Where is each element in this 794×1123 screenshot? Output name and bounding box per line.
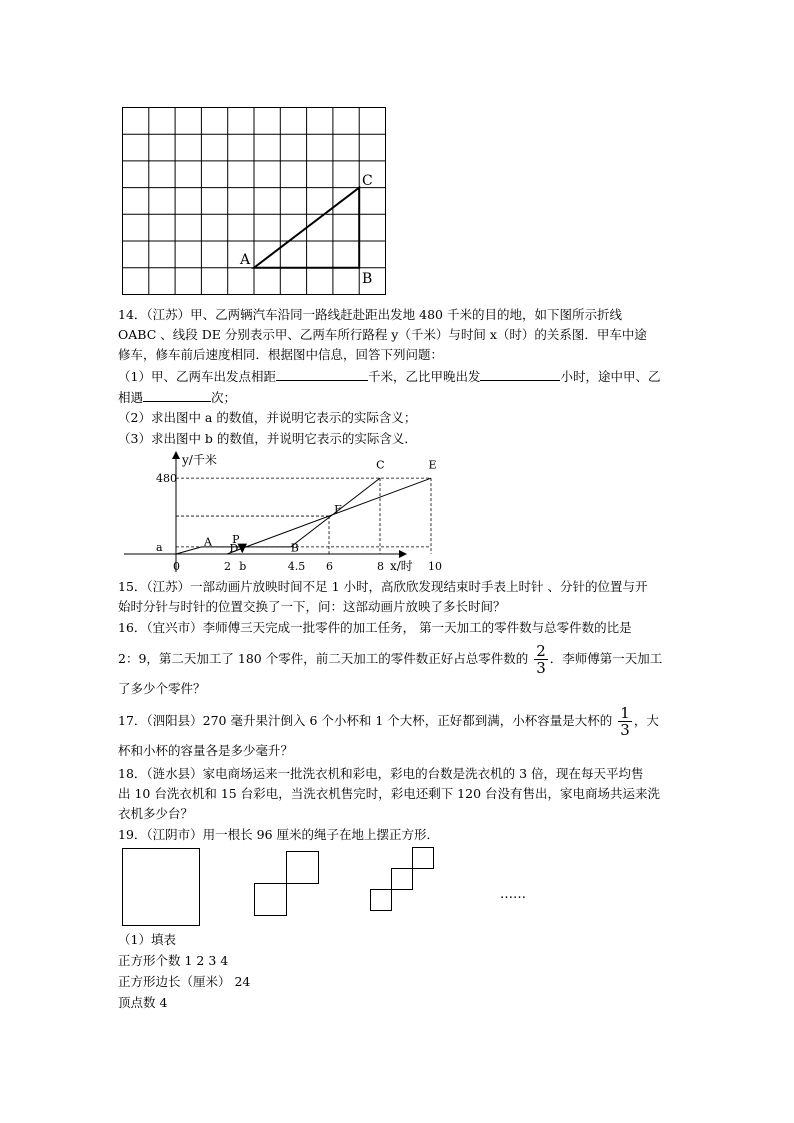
square-patterns-figure bbox=[118, 844, 538, 932]
y-tick-label: a bbox=[156, 540, 163, 554]
point-label-B: B bbox=[290, 541, 299, 555]
x-tick-label: 10 bbox=[428, 560, 442, 573]
q14-part2: （2）求出图中 a 的数值，并说明它表示的实际含义； bbox=[118, 410, 417, 425]
squares-three bbox=[371, 848, 434, 911]
q19-row-side: 正方形边长（厘米） 24 bbox=[118, 974, 251, 989]
q17-line1a: 17．（泗阳县）270 毫升果汁倒入 6 个小杯和 1 个大杯，正好都到满，小杯容量是大杯的 bbox=[118, 713, 613, 728]
point-label-D: D bbox=[229, 541, 239, 555]
q14-part1-row1 bbox=[118, 367, 661, 386]
q18-line3: 衣机多少台？ bbox=[118, 806, 194, 821]
q19-row-count: 正方形个数 1 2 3 4 bbox=[118, 953, 229, 968]
q14-part3: （3）求出图中 b 的数值，并说明它表示的实际含义． bbox=[118, 431, 417, 446]
x-axis-label: x/时 bbox=[390, 559, 413, 573]
q16-line3: 了多少个零件？ bbox=[118, 681, 206, 696]
frac-numerator: 2 bbox=[536, 642, 546, 660]
x-tick-label: 8 bbox=[377, 560, 384, 573]
blank-meet-count[interactable] bbox=[143, 388, 211, 402]
q14-p1-b: 千米，乙比甲晚出发 bbox=[367, 369, 481, 384]
q19-line1: 19．（江阴市）用一根长 96 厘米的绳子在地上摆正方形． bbox=[118, 827, 440, 842]
q14-line1: 14．（江苏）甲、乙两辆汽车沿同一路线赶赴距出发地 480 千米的目的地，如下图所示折线 bbox=[118, 307, 622, 322]
x-tick-label: 6 bbox=[326, 560, 333, 573]
q16-line2b: ．李师傅第一天加工 bbox=[549, 651, 663, 666]
fraction-two-thirds bbox=[534, 643, 548, 676]
point-label-E: E bbox=[428, 458, 437, 472]
q14-part1-row2 bbox=[118, 388, 236, 407]
point-label-A: A bbox=[204, 535, 213, 549]
label-c: C bbox=[362, 173, 373, 189]
ellipsis: …… bbox=[500, 887, 526, 902]
blank-distance[interactable] bbox=[276, 367, 368, 381]
q17-line1b: ，大 bbox=[633, 713, 659, 728]
frac-numerator: 1 bbox=[620, 704, 630, 722]
q14-p1-e: 次； bbox=[211, 390, 237, 405]
distance-time-chart bbox=[118, 448, 442, 574]
q14-p1-d: 相遇 bbox=[118, 390, 144, 405]
x-tick-label: b bbox=[239, 560, 247, 573]
q14-p1-a: （1）甲、乙两车出发点相距 bbox=[118, 369, 276, 384]
squares-two bbox=[255, 852, 319, 916]
point-label-F: F bbox=[334, 502, 342, 516]
q14-line2: OABC 、线段 DE 分别表示甲、乙两车所行路程 y（千米）与时间 x（时）的关系图．甲车中途 bbox=[118, 327, 647, 342]
q14-line3: 修车，修车前后速度相同．根据图中信息，回答下列问题： bbox=[118, 347, 444, 362]
q18-line2: 出 10 台洗衣机和 15 台彩电，当洗衣机售完时，彩电还剩下 120 台没有售出，家电商场共运来洗 bbox=[118, 786, 661, 801]
x-tick-label: 2 bbox=[224, 560, 231, 573]
q15-line2: 始时分针与时针的位置交换了一下，问：这部动画片放映了多长时间？ bbox=[118, 599, 506, 614]
q16-line2a: 2：9，第二天加工了 180 个零件，前二天加工的零件数正好占总零件数的 bbox=[118, 651, 529, 666]
q19-row-vertices: 顶点数 4 bbox=[118, 995, 168, 1010]
square-one bbox=[123, 849, 200, 926]
point-label-C: C bbox=[376, 458, 385, 472]
grid-triangle-figure bbox=[118, 104, 388, 300]
q19-fill-table: （1）填表 bbox=[118, 932, 176, 947]
y-tick-label: 480 bbox=[156, 472, 177, 486]
label-b: B bbox=[362, 271, 373, 287]
q18-line1: 18．（涟水县）家电商场运来一批洗衣机和彩电，彩电的台数是洗衣机的 3 倍，现在每天平均售 bbox=[118, 766, 644, 781]
blank-delay[interactable] bbox=[480, 367, 560, 381]
x-tick-label: 4.5 bbox=[287, 560, 306, 573]
q17-line2: 杯和小杯的容量各是多少毫升？ bbox=[118, 743, 294, 758]
q14-p1-c: 小时，途中甲、乙 bbox=[560, 369, 661, 384]
frac-denominator: 3 bbox=[620, 721, 630, 739]
fraction-one-third bbox=[618, 705, 632, 738]
y-axis-label: y/千米 bbox=[182, 453, 217, 467]
label-a: A bbox=[240, 252, 251, 268]
q16-line1: 16．（宜兴市）李师傅三天完成一批零件的加工任务， 第一天加工的零件数与总零件数的比是 bbox=[118, 620, 632, 635]
q15-line1: 15．（江苏）一部动画片放映时间不足 1 小时，高欣欣发现结束时手表上时针 、分针的位置与开 bbox=[118, 579, 648, 594]
q16-line2 bbox=[118, 640, 662, 678]
point-label-P: P bbox=[232, 532, 240, 546]
q17-line1 bbox=[118, 702, 659, 740]
x-tick-label: 0 bbox=[173, 560, 180, 573]
frac-denominator: 3 bbox=[536, 659, 546, 677]
